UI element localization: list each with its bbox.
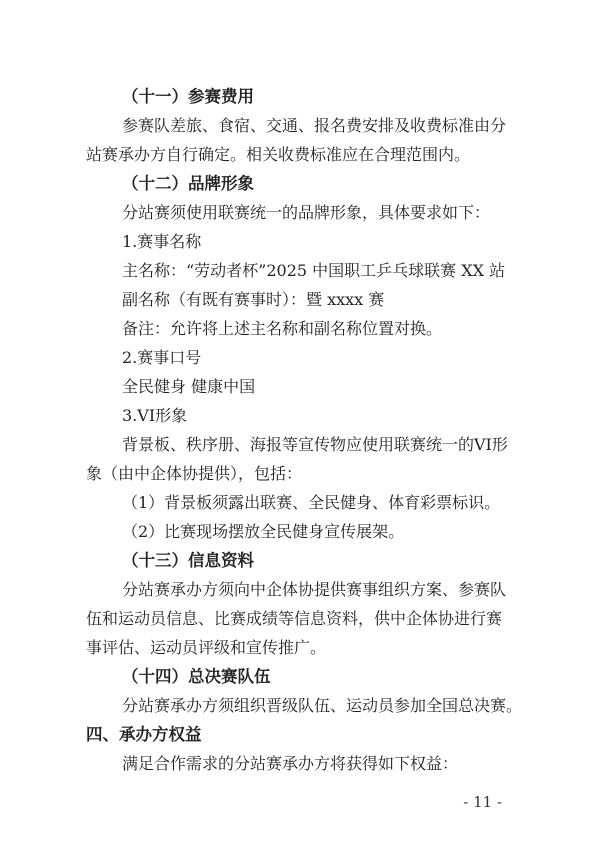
section-heading-12: （十二）品牌形象	[122, 174, 254, 193]
section-heading-11: （十一）参赛费用	[122, 87, 254, 106]
paragraph-line: 事评估、运动员评级和宣传推广。	[86, 638, 327, 657]
subheading-line: 3.VI形象	[122, 406, 188, 425]
list-item: （1）背景板须露出联赛、全民健身、体育彩票标识。	[122, 493, 501, 512]
paragraph-line: 满足合作需求的分站赛承办方将获得如下权益：	[122, 754, 459, 773]
paragraph-line: 分站赛须使用联赛统一的品牌形象，具体要求如下：	[122, 203, 491, 222]
paragraph-line: 副名称（有既有赛事时）：暨 xxxx 赛	[122, 290, 385, 309]
section-heading-14: （十四）总决赛队伍	[122, 667, 271, 686]
paragraph-line: 象（由中企体协提供），包括：	[86, 464, 303, 483]
paragraph-line: 备注：允许将上述主名称和副名称位置对换。	[122, 319, 443, 338]
paragraph-line: 站赛承办方自行确定。相关收费标准应在合理范围内。	[86, 145, 471, 164]
paragraph-line: 伍和运动员信息、比赛成绩等信息资料，供中企体协进行赛	[86, 609, 503, 628]
paragraph-line: 参赛队差旅、食宿、交通、报名费安排及收费标准由分	[122, 116, 507, 135]
paragraph-line: 分站赛承办方须组织晋级队伍、运动员参加全国总决赛。	[122, 696, 523, 715]
list-item: （2）比赛现场摆放全民健身宣传展架。	[122, 522, 405, 541]
section-heading-13: （十三）信息资料	[122, 551, 254, 570]
subheading-line: 1.赛事名称	[122, 232, 202, 251]
paragraph-line: 背景板、秩序册、海报等宣传物应使用联赛统一的VI形	[122, 435, 508, 454]
subheading-line: 2.赛事口号	[122, 348, 202, 367]
paragraph-line: 分站赛承办方须向中企体协提供赛事组织方案、参赛队	[122, 580, 507, 599]
slogan-line: 全民健身 健康中国	[122, 377, 256, 396]
section-heading-4: 四、承办方权益	[86, 725, 202, 744]
paragraph-line: 主名称：“劳动者杯”2025 中国职工乒乓球联赛 XX 站	[122, 261, 506, 280]
page-number: - 11 -	[463, 793, 502, 811]
